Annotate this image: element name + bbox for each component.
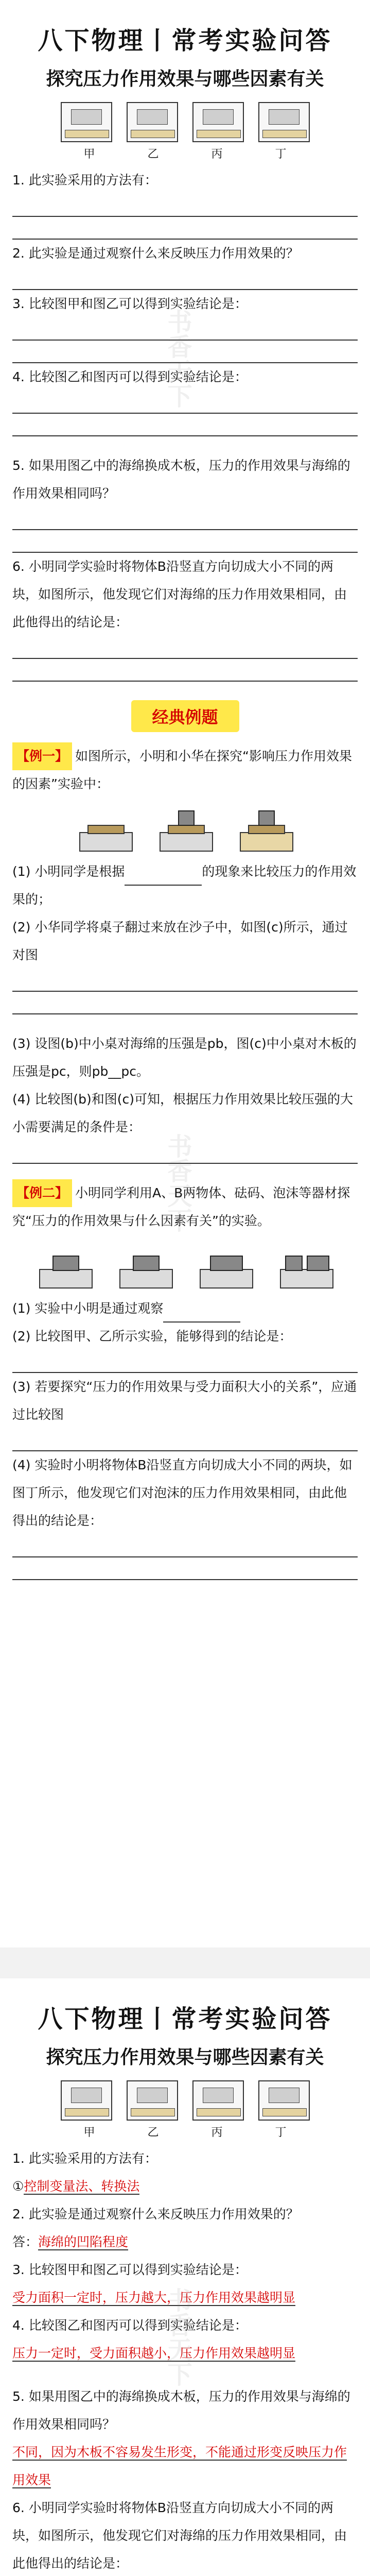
experiment-c: [235, 805, 296, 855]
question-6: 6. 小明同学实验时将物体B沿竖直方向切成大小不同的两块，如图所示，他发现它们对海绵的压力作用效果相同，由此他得出的结论是：: [12, 2500, 347, 2571]
answer-prefix: ①: [12, 2179, 24, 2194]
answer-prefix: 答：: [12, 2234, 39, 2249]
answer-text: 受力面积一定时，压力越大，压力作用效果越明显: [12, 2290, 296, 2305]
question-5: 5. 如果用图乙中的海绵换成木板，压力的作用效果与海绵的作用效果相同吗？: [12, 458, 350, 501]
watermark: 书香天下: [163, 2287, 192, 2386]
caption: 甲: [83, 2126, 95, 2139]
question-3: 3. 比较图甲和图乙可以得到实验结论是：: [12, 296, 248, 311]
experiment-a: [34, 1242, 96, 1292]
figure-b: [127, 2080, 178, 2121]
figure-d: [258, 2080, 310, 2121]
answer-1: [0, 2173, 370, 2200]
example-2-part-4: (4) 实验时小明将物体B沿竖直方向切成大小不同的两块，如图丁所示，他发现它们对泡沫的压力作用效果相同，由此他得出的结论是：: [12, 1458, 353, 1528]
page-subtitle: 探究压力作用效果与哪些因素有关: [46, 2047, 324, 2068]
watermark: 书香天下: [163, 1133, 192, 1232]
answer-line: [12, 1429, 358, 1451]
answer-line: [12, 992, 358, 1014]
answer-line: [12, 507, 358, 530]
part-text: 的现象来比较压力的作用效果的；: [12, 864, 357, 907]
caption: 丁: [275, 148, 287, 161]
figure-a: [61, 2080, 112, 2121]
answer-line: [12, 217, 358, 240]
part-text: (1) 小明同学是根据: [12, 864, 125, 879]
question-1: 1. 此实验采用的方法有：: [12, 173, 157, 188]
part-text: (1) 实验中小明是通过观察: [12, 1301, 164, 1316]
question-3: 3. 比较图甲和图乙可以得到实验结论是：: [12, 2262, 248, 2277]
answer-line: [12, 1557, 358, 1580]
example-1-part-3: (3) 设图(b)中小桌对海绵的压强是pb，图(c)中小桌对木板的压强是pc，则pb__pc。: [12, 1036, 357, 1079]
answer-2: [0, 2228, 370, 2256]
question-2: 2. 此实验是通过观察什么来反映压力作用效果的？: [12, 246, 299, 261]
figure-captions: [0, 2124, 370, 2140]
question-5: 5. 如果用图乙中的海绵换成木板，压力的作用效果与海绵的作用效果相同吗？: [12, 2389, 350, 2432]
answer-text: 海绵的凹陷程度: [38, 2234, 129, 2249]
example-1-part-2: (2) 小华同学将桌子翻过来放在沙子中，如图(c)所示，通过对图: [12, 920, 348, 962]
answer-line: [12, 636, 358, 659]
caption: 丁: [275, 2126, 287, 2139]
example-badge: 经典例题: [131, 700, 239, 732]
example-2-part-3: (3) 若要探究“压力的作用效果与受力面积大小的关系”，应通过比较图: [12, 1379, 357, 1422]
question-1: 1. 此实验采用的方法有：: [12, 2151, 157, 2166]
question-4: 4. 比较图乙和图丙可以得到实验结论是：: [12, 2318, 248, 2333]
caption: 乙: [147, 148, 159, 161]
figure-captions: [0, 145, 370, 161]
figure-b: [127, 102, 178, 142]
experiment-a: [74, 805, 136, 855]
page-separator: [0, 1947, 370, 1978]
experiment-b: [114, 1242, 176, 1292]
answer-line: [12, 659, 358, 682]
answer-text: 不同，因为木板不容易发生形变，不能通过形变反映压力作用效果: [12, 2445, 347, 2487]
example-1-part-1: [0, 858, 370, 913]
worksheet-answers: [0, 1978, 370, 2576]
caption: 甲: [83, 148, 95, 161]
experiment-b: [154, 805, 216, 855]
answer-text: 压力一定时，受力面积越小，压力作用效果越明显: [12, 2346, 296, 2361]
example-1-figures: [0, 805, 370, 855]
answer-line: [12, 1350, 358, 1373]
example-tag: 【例二】: [12, 1179, 72, 1207]
answer-line: [12, 267, 358, 290]
example-tag: 【例一】: [12, 742, 72, 770]
answer-text: 控制变量法、转换法: [24, 2179, 140, 2194]
caption: 乙: [147, 2126, 159, 2139]
figure-c: [192, 102, 244, 142]
experiment-c: [195, 1242, 256, 1292]
example-text: 小明同学利用A、B两物体、砝码、泡沫等器材探究“压力的作用效果与什么因素有关”的实验。: [12, 1185, 350, 1228]
page-title: 八下物理丨常考实验问答: [38, 2005, 332, 2033]
figure-d: [258, 102, 310, 142]
answer-line: [12, 1535, 358, 1557]
experiment-d: [275, 1242, 337, 1292]
question-2: 2. 此实验是通过观察什么来反映压力作用效果的？: [12, 2207, 299, 2222]
caption: 丙: [211, 148, 223, 161]
page-title: 八下物理丨常考实验问答: [38, 26, 332, 55]
answer-line: [12, 969, 358, 992]
example-1-part-4: (4) 比较图(b)和图(c)可知，根据压力作用效果比较压强的大小需要满足的条件是：: [12, 1092, 353, 1134]
figure-a: [61, 102, 112, 142]
question-6: 6. 小明同学实验时将物体B沿竖直方向切成大小不同的两块，如图所示，他发现它们对海绵的压力作用效果相同，由此他得出的结论是：: [12, 559, 347, 630]
example-text: 如图所示，小明和小华在探究“影响压力作用效果的因素”实验中：: [12, 749, 352, 791]
figure-row: [0, 102, 370, 142]
example-2-part-2: (2) 比较图甲、乙所示实验，能够得到的结论是：: [12, 1329, 292, 1344]
watermark: 书香天下: [163, 309, 192, 408]
figure-row: [0, 2080, 370, 2121]
figure-c: [192, 2080, 244, 2121]
question-4: 4. 比较图乙和图丙可以得到实验结论是：: [12, 369, 248, 384]
answer-line: [12, 530, 358, 553]
page-subtitle: 探究压力作用效果与哪些因素有关: [46, 69, 324, 90]
caption: 丙: [211, 2126, 223, 2139]
answer-line: [12, 194, 358, 217]
example-1: [0, 742, 370, 798]
